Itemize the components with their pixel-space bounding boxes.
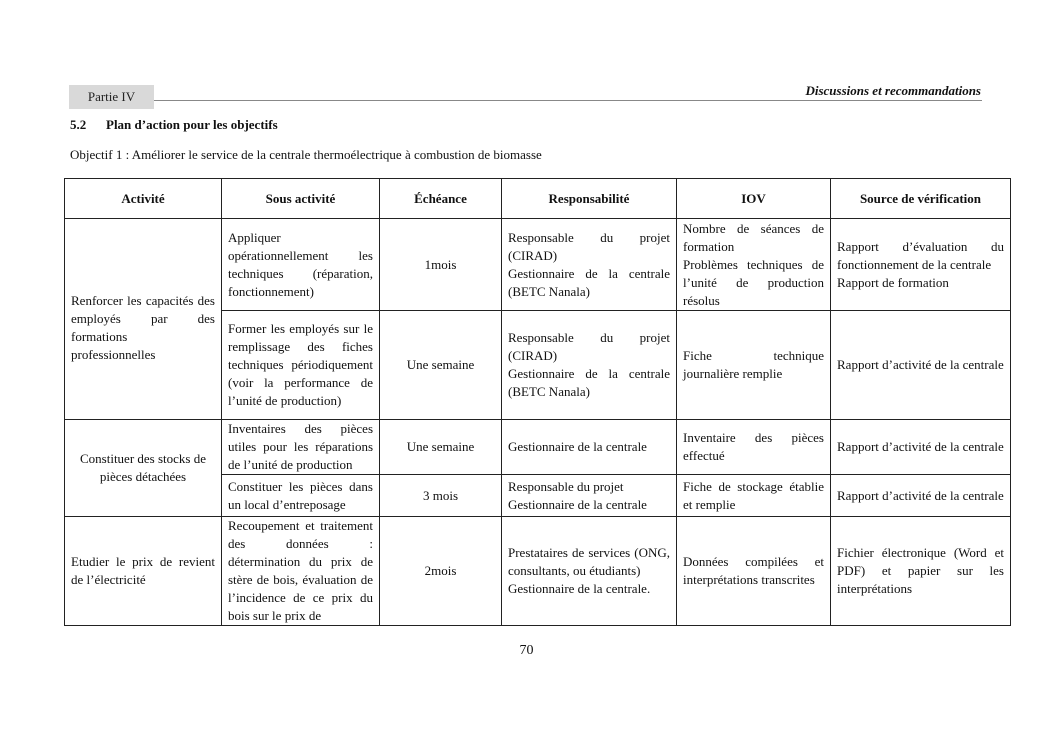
header-activity: Activité xyxy=(65,179,222,219)
iov-cell: Fiche technique journalière remplie xyxy=(677,311,831,420)
deadline-cell: 3 mois xyxy=(380,475,502,517)
responsibility-line: Gestionnaire de la centrale (BETC Nanala) xyxy=(508,265,670,299)
table-header-row xyxy=(65,179,1011,219)
header-deadline: Échéance xyxy=(380,179,502,219)
header-iov: IOV xyxy=(677,179,831,219)
source-cell xyxy=(831,219,1011,311)
header-responsibility: Responsabilité xyxy=(502,179,677,219)
source-line: Rapport d’évaluation du fonctionnement de la centrale xyxy=(837,238,1004,272)
responsibility-cell xyxy=(502,475,677,517)
sub-activity-cell: Constituer les pièces dans un local d’entreposage xyxy=(222,475,380,517)
source-cell: Fichier électronique (Word et PDF) et papier sur les interprétations xyxy=(831,517,1011,626)
action-plan-table xyxy=(64,178,1011,626)
table-row xyxy=(65,219,1011,311)
deadline-cell: 1mois xyxy=(380,219,502,311)
iov-cell: Données compilées et interprétations transcrites xyxy=(677,517,831,626)
sub-activity-cell: Former les employés sur le remplissage des fiches techniques périodiquement (voir la performance de l’unité de production) xyxy=(222,311,380,420)
objective-statement: Objectif 1 : Améliorer le service de la centrale thermoélectrique à combustion de biomasse xyxy=(70,147,542,162)
source-cell: Rapport d’activité de la centrale xyxy=(831,420,1011,475)
deadline-cell: 2mois xyxy=(380,517,502,626)
section-heading xyxy=(70,117,278,133)
responsibility-line: Prestataires de services (ONG, consultants, ou étudiants) xyxy=(508,545,670,578)
header-sub-activity: Sous activité xyxy=(222,179,380,219)
responsibility-cell xyxy=(502,517,677,626)
iov-cell: Fiche de stockage établie et remplie xyxy=(677,475,831,517)
activity-cell: Renforcer les capacités des employés par des formations professionnelles xyxy=(65,219,222,420)
deadline-cell: Une semaine xyxy=(380,420,502,475)
iov-cell: Inventaire des pièces effectué xyxy=(677,420,831,475)
activity-cell: Etudier le prix de revient de l’électricité xyxy=(65,517,222,626)
iov-line: Nombre de séances de formation xyxy=(683,220,824,254)
page-number: 70 xyxy=(519,643,534,658)
responsibility-line: Responsable du projet (CIRAD) xyxy=(508,330,670,363)
responsibility-cell xyxy=(502,311,677,420)
responsibility-cell xyxy=(502,219,677,311)
source-cell: Rapport d’activité de la centrale xyxy=(831,475,1011,517)
activity-cell: Constituer des stocks de pièces détachées xyxy=(65,420,222,517)
sub-activity-cell: Appliquer opérationnellement les techniques (réparation, fonctionnement) xyxy=(222,219,380,311)
deadline-cell: Une semaine xyxy=(380,311,502,420)
iov-cell xyxy=(677,219,831,311)
table-row xyxy=(65,517,1011,626)
section-title: Plan d’action pour les objectifs xyxy=(106,117,278,132)
responsibility-line: Gestionnaire de la centrale. xyxy=(508,581,651,596)
table-row xyxy=(65,420,1011,475)
chapter-title: Discussions et recommandations xyxy=(805,83,981,98)
sub-activity-cell: Inventaires des pièces utiles pour les réparations de l’unité de production xyxy=(222,420,380,475)
part-label: Partie IV xyxy=(69,85,154,109)
responsibility-line: Gestionnaire de la centrale xyxy=(508,496,647,512)
source-cell: Rapport d’activité de la centrale xyxy=(831,311,1011,420)
responsibility-cell: Gestionnaire de la centrale xyxy=(502,420,677,475)
responsibility-line: Gestionnaire de la centrale (BETC Nanala) xyxy=(508,366,670,399)
section-number: 5.2 xyxy=(70,117,87,132)
source-line: Rapport de formation xyxy=(837,274,949,290)
header-source: Source de vérification xyxy=(831,179,1011,219)
header-rule xyxy=(154,100,982,101)
responsibility-line: Responsable du projet (CIRAD) xyxy=(508,229,670,263)
iov-line: Problèmes techniques de l’unité de production résolus xyxy=(683,256,824,308)
responsibility-line: Responsable du projet xyxy=(508,478,624,494)
sub-activity-cell: Recoupement et traitement des données : détermination du prix de stère de bois, évaluation de l’incidence de ce prix du bois sur le prix de xyxy=(222,517,380,626)
